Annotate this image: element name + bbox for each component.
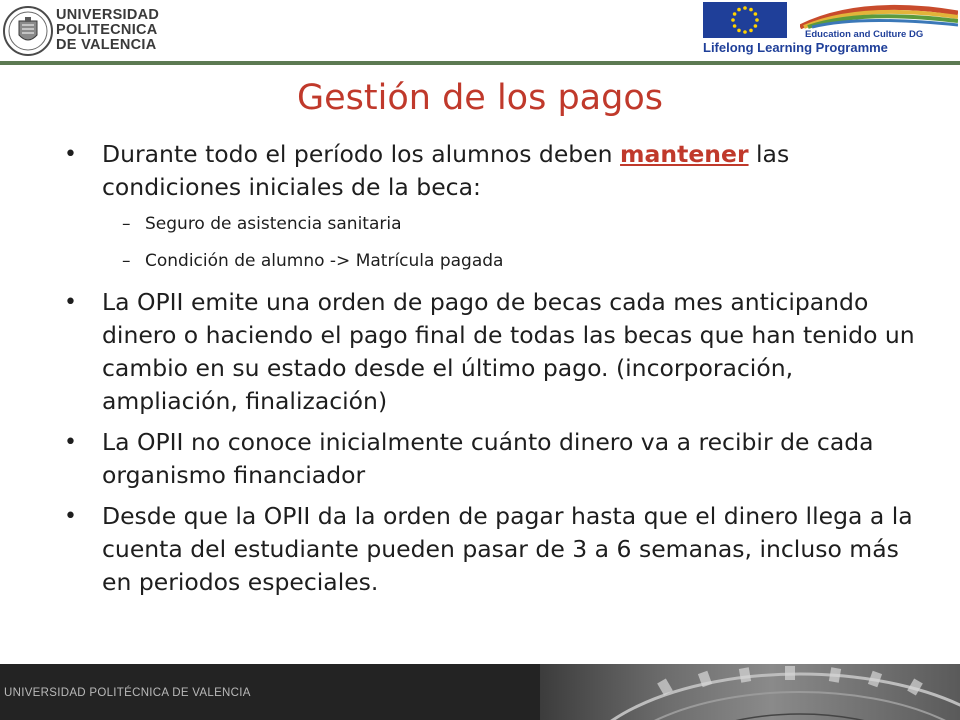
bullet-item xyxy=(60,138,920,204)
eu-logo xyxy=(700,0,960,60)
university-name-line: UNIVERSIDAD xyxy=(56,7,160,23)
seal-relief-icon xyxy=(540,664,960,720)
bullet-item xyxy=(60,286,920,418)
slide-header xyxy=(0,0,960,66)
header-divider xyxy=(0,61,960,65)
slide-title: Gestión de los pagos xyxy=(297,78,663,118)
sub-bullet-text: Seguro de asistencia sanitaria xyxy=(145,214,402,234)
bullet-item xyxy=(60,500,920,599)
slide-content xyxy=(60,138,920,607)
eu-swoosh-icon xyxy=(800,3,958,29)
sub-bullet-item xyxy=(60,212,920,237)
university-name xyxy=(56,8,159,53)
bullet-text: La OPII no conoce inicialmente cuánto dinero va a recibir de cada organismo financiador xyxy=(102,428,874,489)
bullet-item xyxy=(60,426,920,492)
bullet-icon: • xyxy=(64,142,77,167)
upv-seal-icon xyxy=(2,3,54,59)
dash-icon: – xyxy=(122,214,131,234)
upv-logo xyxy=(2,3,160,59)
dash-icon: – xyxy=(122,251,131,271)
bullet-text: las condiciones iniciales de la beca: xyxy=(102,140,790,201)
bullet-highlight: mantener xyxy=(620,140,749,168)
programme-name: Lifelong Learning Programme xyxy=(703,40,888,55)
eu-flag-icon xyxy=(703,2,787,38)
bullet-icon: • xyxy=(64,430,77,455)
bullet-text: La OPII emite una orden de pago de becas cada mes anticipando dinero o haciendo el pago final de todas las becas que han tenido un cambio en su estado desde el último pago. (incorporación, ampliación, finalización) xyxy=(102,288,915,415)
sub-bullet-item xyxy=(60,249,920,274)
sub-bullet-text: Condición de alumno -> Matrícula pagada xyxy=(145,251,504,271)
bullet-icon: • xyxy=(64,504,77,529)
university-name-line: DE VALENCIA xyxy=(56,37,157,53)
bullet-icon: • xyxy=(64,290,77,315)
slide-footer xyxy=(0,664,960,720)
university-name-line: POLITECNICA xyxy=(56,22,158,38)
eu-subtitle: Education and Culture DG xyxy=(805,29,924,40)
bullet-text: Durante todo el período los alumnos deben xyxy=(102,140,621,168)
bullet-text: Desde que la OPII da la orden de pagar hasta que el dinero llega a la cuenta del estudiante pueden pasar de 3 a 6 semanas, incluso más en periodos especiales. xyxy=(102,502,913,596)
footer-text: UNIVERSIDAD POLITÉCNICA DE VALENCIA xyxy=(4,687,251,699)
footer-seal-image xyxy=(540,664,960,720)
